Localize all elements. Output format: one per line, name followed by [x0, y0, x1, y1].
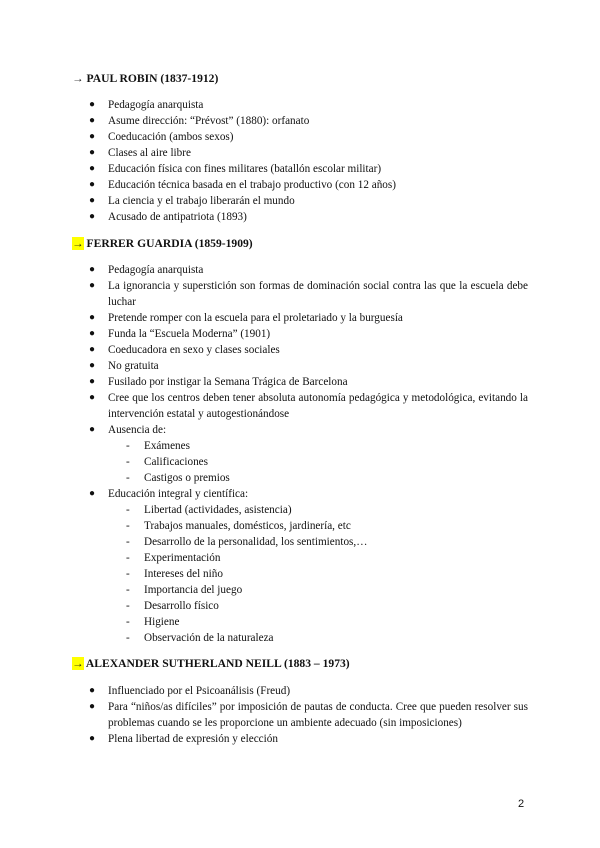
- dash-icon: -: [126, 552, 130, 564]
- bullet-icon: ●: [89, 392, 96, 403]
- list-item: ● Pedagogía anarquista: [89, 264, 204, 276]
- bullet-icon: ●: [89, 264, 96, 275]
- bullet-icon: ●: [89, 99, 96, 110]
- sublist-ausencia: [108, 438, 528, 486]
- list-item: ● Cree que los centros deben tener absoluta autonomía pedagógica y metodológica, evitando la intervención estatal y autogestionándose: [89, 392, 528, 420]
- bullet-icon: ●: [89, 733, 96, 744]
- list-item: ● Educación integral y científica: - Libertad (actividades, asistencia) - Trabajos manuales, domésticos, jardinería, etc - Desarrollo de la personalidad, los sentimientos,… - Experimentación - Intereses del niño - Importancia del juego - Desarrollo físico - Higiene - Observación de la naturaleza: [0, 486, 528, 646]
- bullet-icon: ●: [89, 179, 96, 190]
- list-item: ● Clases al aire libre: [89, 147, 191, 159]
- dash-icon: -: [126, 584, 130, 596]
- dash-icon: -: [126, 616, 130, 628]
- bullet-icon: ●: [89, 376, 96, 387]
- arrow-icon: →: [72, 237, 84, 250]
- dash-icon: -: [126, 440, 130, 452]
- sublist-item: - Experimentación: [126, 552, 221, 564]
- bullet-icon: ●: [89, 211, 96, 222]
- sublist-item: - Libertad (actividades, asistencia): [126, 504, 292, 516]
- dash-icon: -: [126, 520, 130, 532]
- sublist-item: - Castigos o premios: [126, 472, 230, 484]
- list-item: ● Para “niños/as difíciles” por imposición de pautas de conducta. Cree que pueden resolver sus problemas cuando se les proporcione un ambiente adecuado (sin imposiciones): [89, 701, 528, 729]
- bullet-icon: ●: [89, 115, 96, 126]
- list-item: ● No gratuita: [89, 360, 159, 372]
- list-item: ● Educación técnica basada en el trabajo productivo (con 12 años): [89, 179, 396, 191]
- bullet-icon: ●: [89, 328, 96, 339]
- dash-icon: -: [126, 536, 130, 548]
- bullet-icon: ●: [89, 163, 96, 174]
- bullet-icon: ●: [89, 280, 96, 291]
- list-item: ● La ciencia y el trabajo liberarán el mundo: [89, 195, 295, 207]
- sublist-item: - Trabajos manuales, domésticos, jardinería, etc: [126, 520, 351, 532]
- list-item: ● Acusado de antipatriota (1893): [89, 211, 247, 223]
- dash-icon: -: [126, 632, 130, 644]
- bullet-icon: ●: [89, 360, 96, 371]
- list-item: ● Plena libertad de expresión y elección: [89, 733, 278, 745]
- dash-icon: -: [126, 504, 130, 516]
- list-item: ● La ignorancia y superstición son formas de dominación social contra las que la escuela debe luchar: [89, 280, 528, 308]
- dash-icon: -: [126, 456, 130, 468]
- heading-text: ALEXANDER SUTHERLAND NEILL (1883 – 1973): [85, 657, 350, 670]
- list-item: ● Coeducación (ambos sexos): [89, 131, 234, 143]
- list-item: ● Pedagogía anarquista: [89, 99, 204, 111]
- bullet-icon: ●: [89, 685, 96, 696]
- list-item: ● Influenciado por el Psicoanálisis (Freud): [89, 685, 291, 697]
- heading-paul-robin: [72, 71, 218, 87]
- heading-neill: [72, 656, 350, 672]
- list-item: ● Educación física con fines militares (batallón escolar militar): [89, 163, 382, 175]
- heading-text: FERRER GUARDIA (1859-1909): [86, 237, 253, 250]
- bullet-icon: ●: [89, 147, 96, 158]
- bullet-icon: ●: [89, 424, 96, 435]
- sublist-item: - Importancia del juego: [126, 584, 243, 596]
- sublist-item: - Desarrollo físico: [126, 600, 219, 612]
- sublist-integral: [108, 502, 528, 646]
- sublist-item: - Exámenes: [126, 440, 190, 452]
- list-ferrer-guardia: [0, 262, 600, 646]
- arrow-icon: →: [72, 657, 84, 670]
- bullet-icon: ●: [89, 488, 96, 499]
- page-number: 2: [518, 798, 525, 810]
- heading-text: PAUL ROBIN (1837-1912): [86, 72, 219, 85]
- heading-ferrer-guardia: [72, 236, 253, 252]
- sublist-item: - Intereses del niño: [126, 568, 223, 580]
- sublist-item: - Observación de la naturaleza: [126, 632, 274, 644]
- bullet-icon: ●: [89, 344, 96, 355]
- list-neill: [0, 683, 600, 747]
- list-item: ● Funda la “Escuela Moderna” (1901): [89, 328, 271, 340]
- dash-icon: -: [126, 472, 130, 484]
- list-item: ● Asume dirección: “Prévost” (1880): orfanato: [89, 115, 310, 127]
- bullet-icon: ●: [89, 195, 96, 206]
- list-paul-robin: [0, 97, 600, 225]
- sublist-item: - Desarrollo de la personalidad, los sentimientos,…: [126, 536, 368, 548]
- bullet-icon: ●: [89, 701, 96, 712]
- list-item: ● Ausencia de: - Exámenes - Calificaciones - Castigos o premios: [0, 422, 528, 486]
- dash-icon: -: [126, 600, 130, 612]
- sublist-item: - Higiene: [126, 616, 180, 628]
- sublist-item: - Calificaciones: [126, 456, 208, 468]
- bullet-icon: ●: [89, 312, 96, 323]
- list-item: ● Coeducadora en sexo y clases sociales: [89, 344, 280, 356]
- list-item: ● Fusilado por instigar la Semana Trágica de Barcelona: [89, 376, 348, 388]
- dash-icon: -: [126, 568, 130, 580]
- list-item: ● Pretende romper con la escuela para el proletariado y la burguesía: [89, 312, 403, 324]
- bullet-icon: ●: [89, 131, 96, 142]
- arrow-icon: →: [72, 72, 84, 85]
